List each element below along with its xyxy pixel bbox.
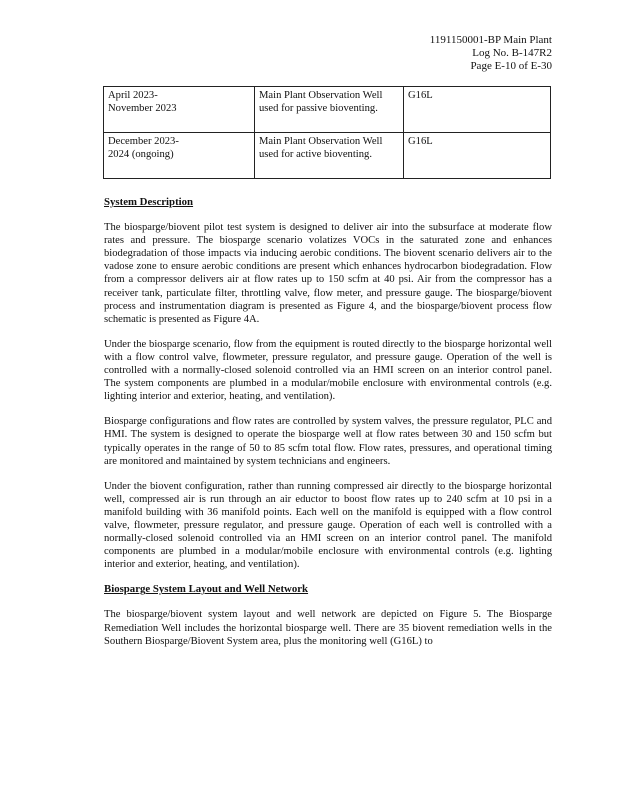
description-cell: Main Plant Observation Well used for passive bioventing. bbox=[255, 87, 404, 133]
paragraph: The biosparge/biovent system layout and well network are depicted on Figure 5. The Biosparge Remediation Well includes the horizontal biosparge well. There are 35 biovent remediation wells in the Southern Biosparge/Biovent System area, plus the monitoring well (G16L) to bbox=[104, 609, 552, 647]
well-cell: G16L bbox=[404, 133, 551, 179]
document-number: 1191150001-BP Main Plant bbox=[429, 34, 552, 46]
section-heading: System Description bbox=[104, 196, 194, 208]
page-header bbox=[430, 34, 552, 74]
paragraph: The biosparge/biovent pilot test system is designed to deliver air into the subsurface at moderate flow rates and pressure. The biosparge scenario volatizes VOCs in the saturated zone and enhances biodegradation of those impacts via inducing aerobic conditions. The biovent scenario delivers air to the vadose zone to ensure aerobic conditions are present which enhances hydrocarbon biodegradation. Flow from a compressor delivers air at flow rates up to 150 scfm at 40 psi. Air from the compressor has a receiver tank, particulate filter, throttling valve, flow meter, and pressure gauge. The biosparge/biovent process and instrumentation diagram is presented as Figure 4, and the biosparge/biovent process flow schematic is presented as Figure 4A. bbox=[104, 222, 552, 325]
document-body bbox=[104, 196, 552, 660]
period-cell: December 2023- 2024 (ongoing) bbox=[104, 133, 255, 179]
table-row bbox=[104, 133, 551, 179]
log-number: Log No. B-147R2 bbox=[472, 47, 552, 60]
paragraph: Under the biosparge scenario, flow from the equipment is routed directly to the biosparge horizontal well with a flow control valve, flowmeter, pressure regulator, and pressure gauge. Operation of the well is controlled with a normally-closed solenoid controlled via an HMI screen on an interior control panel. The system components are plumbed in a modular/mobile enclosure with environmental controls (e.g. lighting interior and exterior, heating, and ventilation). bbox=[104, 338, 552, 403]
paragraph: Under the biovent configuration, rather than running compressed air directly to the biosparge horizontal well, compressed air is run through an air eductor to boost flow rates up to 240 scfm at 10 psi in a manifold building with 36 manifold points. Each well on the manifold is equipped with a flow control valve, flowmeter, pressure regulator, and pressure gauge. Operation of each well is controlled with a normally-closed solenoid controlled via an HMI screen on an interior control panel. The manifold components are plumbed in a modular/mobile enclosure with environmental controls (e.g. lighting interior and exterior, heating, and ventilation). bbox=[104, 480, 552, 571]
paragraph: Biosparge configurations and flow rates are controlled by system valves, the pressure regulator, PLC and HMI. The system is designed to operate the biosparge well at flow rates between 30 and 150 scfm but typically operates in the range of 50 to 85 scfm total flow. Flow rates, pressures, and operational timing are monitored and maintained by system technicians and engineers. bbox=[104, 416, 552, 467]
page-number: Page E-10 of E-30 bbox=[470, 60, 552, 73]
period-cell: April 2023- November 2023 bbox=[104, 87, 255, 133]
well-cell: G16L bbox=[404, 87, 551, 133]
section-heading: Biosparge System Layout and Well Network bbox=[104, 583, 309, 596]
description-cell: Main Plant Observation Well used for active bioventing. bbox=[255, 133, 404, 179]
table-row bbox=[104, 87, 551, 133]
history-table bbox=[103, 86, 551, 179]
